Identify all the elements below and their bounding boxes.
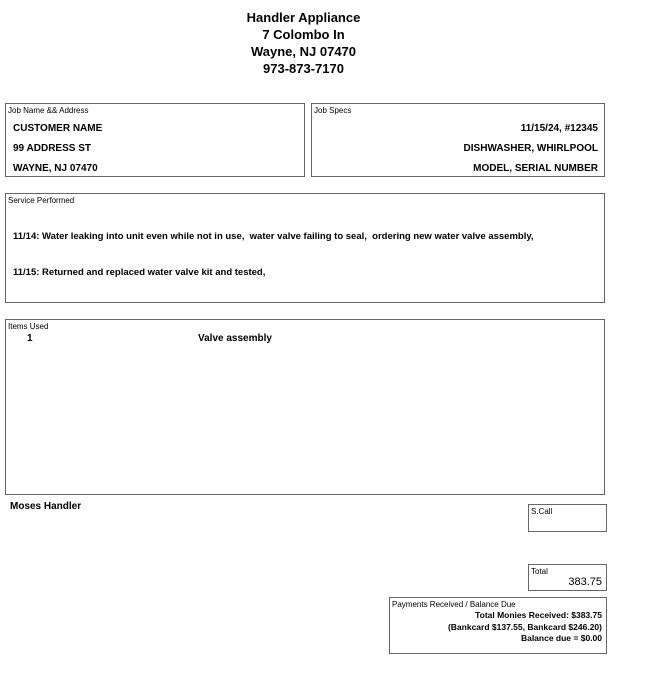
item-description: Valve assembly — [198, 333, 272, 344]
total-amount: 383.75 — [568, 576, 602, 588]
items-used-label: Items Used — [8, 322, 49, 331]
items-used-box — [5, 319, 605, 495]
service-note-line: 11/15: Returned and replaced water valve kit and tested, — [13, 267, 266, 278]
company-street: 7 Colombo In — [262, 27, 345, 42]
service-performed-box — [5, 193, 605, 303]
job-name-address-box — [5, 103, 305, 177]
job-date-number: 11/15/24, #12345 — [520, 122, 598, 134]
item-quantity: 1 — [27, 333, 33, 344]
total-box — [528, 564, 607, 591]
payments-box — [389, 597, 607, 654]
appliance-brand: DISHWASHER, WHIRLPOOL — [463, 142, 598, 154]
service-performed-label: Service Performed — [8, 196, 75, 205]
balance-due: Balance due = $0.00 — [520, 633, 602, 643]
service-performed-content — [6, 207, 604, 303]
company-name: Handler Appliance — [246, 10, 361, 25]
customer-name: CUSTOMER NAME — [13, 122, 103, 134]
service-call-box — [528, 504, 607, 532]
item-row — [6, 333, 604, 347]
payments-content — [390, 610, 606, 645]
company-header — [0, 9, 607, 77]
technician-name: Moses Handler — [10, 501, 82, 512]
payment-methods: (Bankcard $137.55, Bankcard $246.20) — [447, 621, 602, 632]
company-city: Wayne, NJ 07470 — [250, 44, 357, 59]
customer-city: WAYNE, NJ 07470 — [13, 162, 98, 174]
payments-label: Payments Received / Balance Due — [392, 600, 516, 609]
model-serial: MODEL, SERIAL NUMBER — [473, 162, 598, 174]
job-name-address-content — [6, 118, 304, 178]
job-specs-box — [311, 103, 605, 177]
total-monies-received: Total Monies Received: $383.75 — [475, 610, 602, 620]
job-specs-content — [312, 118, 604, 178]
service-note-line: 11/14: Water leaking into unit even while not in use, water valve failing to seal, ordering new water valve assembly, — [13, 231, 534, 242]
service-call-label: S.Call — [531, 507, 553, 516]
total-label: Total — [531, 567, 548, 576]
job-name-address-label: Job Name && Address — [8, 106, 89, 115]
customer-street: 99 ADDRESS ST — [13, 142, 91, 154]
job-specs-label: Job Specs — [314, 106, 352, 115]
company-phone: 973-873-7170 — [263, 61, 344, 76]
